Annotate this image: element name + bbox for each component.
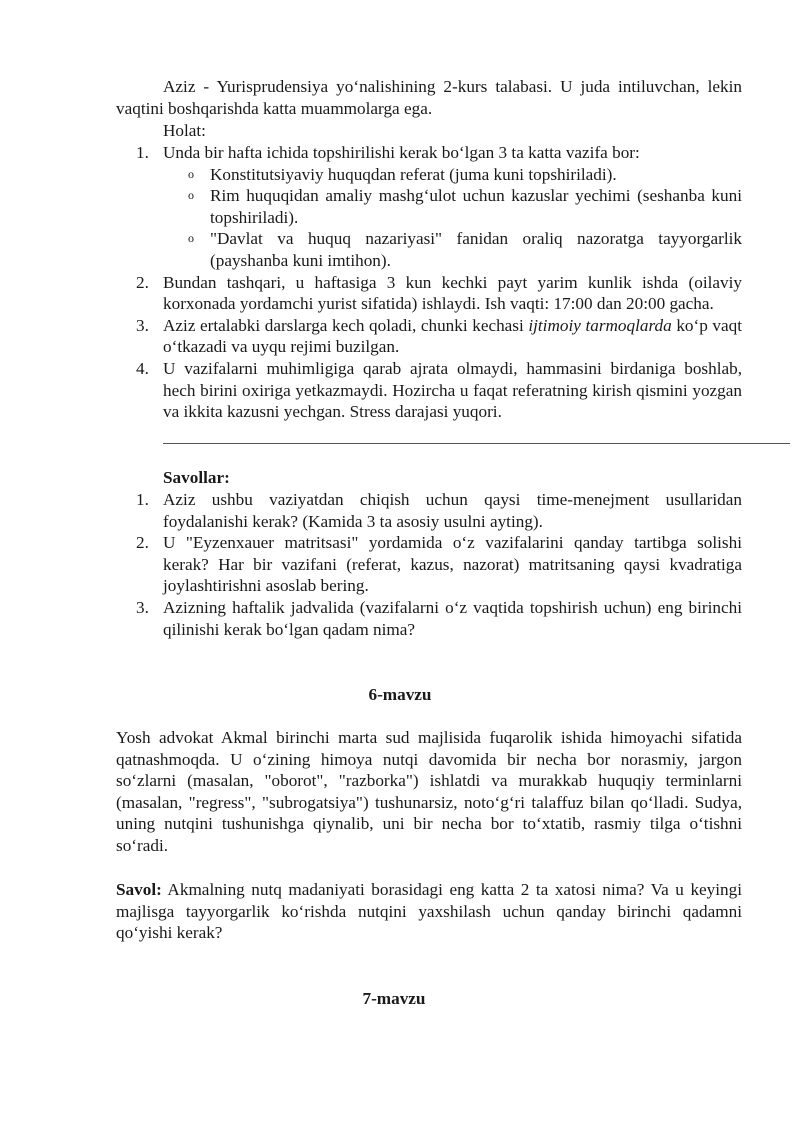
task-number: 2. — [136, 272, 149, 292]
holat-label: Holat: — [163, 121, 206, 140]
question-text: U "Eyzenxauer matritsasi" yordamida o‘z vazifalarini qanday tartibga solishi kerak? Har bir vazifani (referat, kazus, nazorat) matritsaning qaysi kvadratiga joylashtirishni asoslab bering. — [163, 533, 742, 596]
task-number: 1. — [136, 143, 149, 162]
intro-paragraph: Aziz - Yurisprudensiya yo‘nalishining 2-kurs talabasi. U juda intiluvchan, lekin vaqtini boshqarishda katta muammolarga ega. — [116, 77, 742, 118]
savollar-heading: Savollar: — [163, 468, 230, 487]
question-item-3 — [136, 597, 742, 640]
task-text-after: ko‘p vaqt o‘tkazadi va uyqu rejimi buzilgan. — [163, 315, 742, 357]
task-number: 4. — [136, 358, 149, 378]
question-item-2 — [136, 532, 742, 597]
task-text: Bundan tashqari, u haftasiga 3 kun kechki payt yarim kunlik ishda (oilaviy korxonada yordamchi yurist sifatida) ishlaydi. Ish vaqti: 17:00 dan 20:00 gacha. — [163, 272, 742, 314]
question-text: Azizning haftalik jadvalida (vazifalarni o‘z vaqtida topshirish uchun) eng birinchi qilinishi kerak bo‘lgan qadam nima? — [163, 597, 742, 639]
task-subitems — [163, 164, 742, 272]
section-6-paragraph: Yosh advokat Akmal birinchi marta sud majlisida fuqarolik ishida himoyachi sifatida qatnashmoqda. U o‘zining himoya nutqi davomida bir necha bor norasmiy, jargon so‘zlarni (masalan, "oborot", "razborka") ishlatdi va murakkab huquqiy terminlarni (masalan, "regress", "subrogatsiya") tushunarsiz, noto‘g‘ri talaffuz bilan qo‘lladi. Sudya, uning nutqini tushunishga qiynalib, uni bir necha bor to‘xtatib, rasmiy tilga o‘tishni so‘radi. — [116, 728, 742, 855]
task-text: Unda bir hafta ichida topshirilishi kerak bo‘lgan 3 ta katta vazifa bor: — [163, 143, 640, 162]
question-text: Aziz ushbu vaziyatdan chiqish uchun qaysi time-menejment usullaridan foydalanishi kerak? (Kamida 3 ta asosiy usulni ayting). — [163, 490, 742, 531]
task-text-italic: ijtimoiy tarmoqlarda — [528, 315, 672, 335]
task-text-before: Aziz ertalabki darslarga kech qoladi, chunki kechasi — [163, 315, 529, 335]
subitem-3 — [163, 228, 742, 271]
section-title-7: 7-mavzu — [362, 989, 426, 1008]
task-item-3 — [136, 315, 742, 358]
section-title-6: 6-mavzu — [368, 685, 432, 704]
savol-label: Savol: — [116, 880, 162, 899]
savol-text: Akmalning nutq madaniyati borasidagi eng katta 2 ta xatosi nima? Va u keyingi majlisga tayyorgarlik ko‘rishda nutqini yaxshilash uchun qanday birinchi qadamni qo‘yishi kerak? — [116, 880, 742, 943]
question-item-1 — [136, 489, 742, 532]
subitem-text: Rim huquqidan amaliy mashg‘ulot uchun kazuslar yechimi (seshanba kuni topshiriladi). — [210, 186, 742, 227]
subitem-1 — [163, 164, 742, 186]
subitem-2 — [163, 185, 742, 228]
bullet-icon: o — [188, 231, 194, 246]
task-list — [136, 142, 742, 423]
question-number: 3. — [136, 597, 149, 617]
question-list — [136, 489, 742, 640]
task-number: 3. — [136, 315, 149, 335]
question-number: 1. — [136, 490, 149, 509]
task-item-1 — [136, 142, 742, 272]
horizontal-rule — [163, 443, 790, 444]
bullet-icon: o — [188, 166, 194, 181]
section-6-question — [116, 879, 742, 944]
subitem-text: Konstitutsiyaviy huquqdan referat (juma kuni topshiriladi). — [210, 164, 617, 184]
task-text: U vazifalarni muhimligiga qarab ajrata olmaydi, hammasini birdaniga boshlab, hech birini oxiriga yetkazmaydi. Hozircha u faqat referatning kirish qismini yozgan va ikkita kazusni yechgan. Stress darajasi yuqori. — [163, 358, 742, 422]
bullet-icon: o — [188, 188, 194, 203]
question-number: 2. — [136, 533, 149, 553]
task-item-2 — [136, 272, 742, 315]
subitem-text: "Davlat va huquq nazariyasi" fanidan oraliq nazoratga tayyorgarlik (payshanba kuni imtihon). — [210, 229, 742, 270]
task-item-4 — [136, 358, 742, 423]
